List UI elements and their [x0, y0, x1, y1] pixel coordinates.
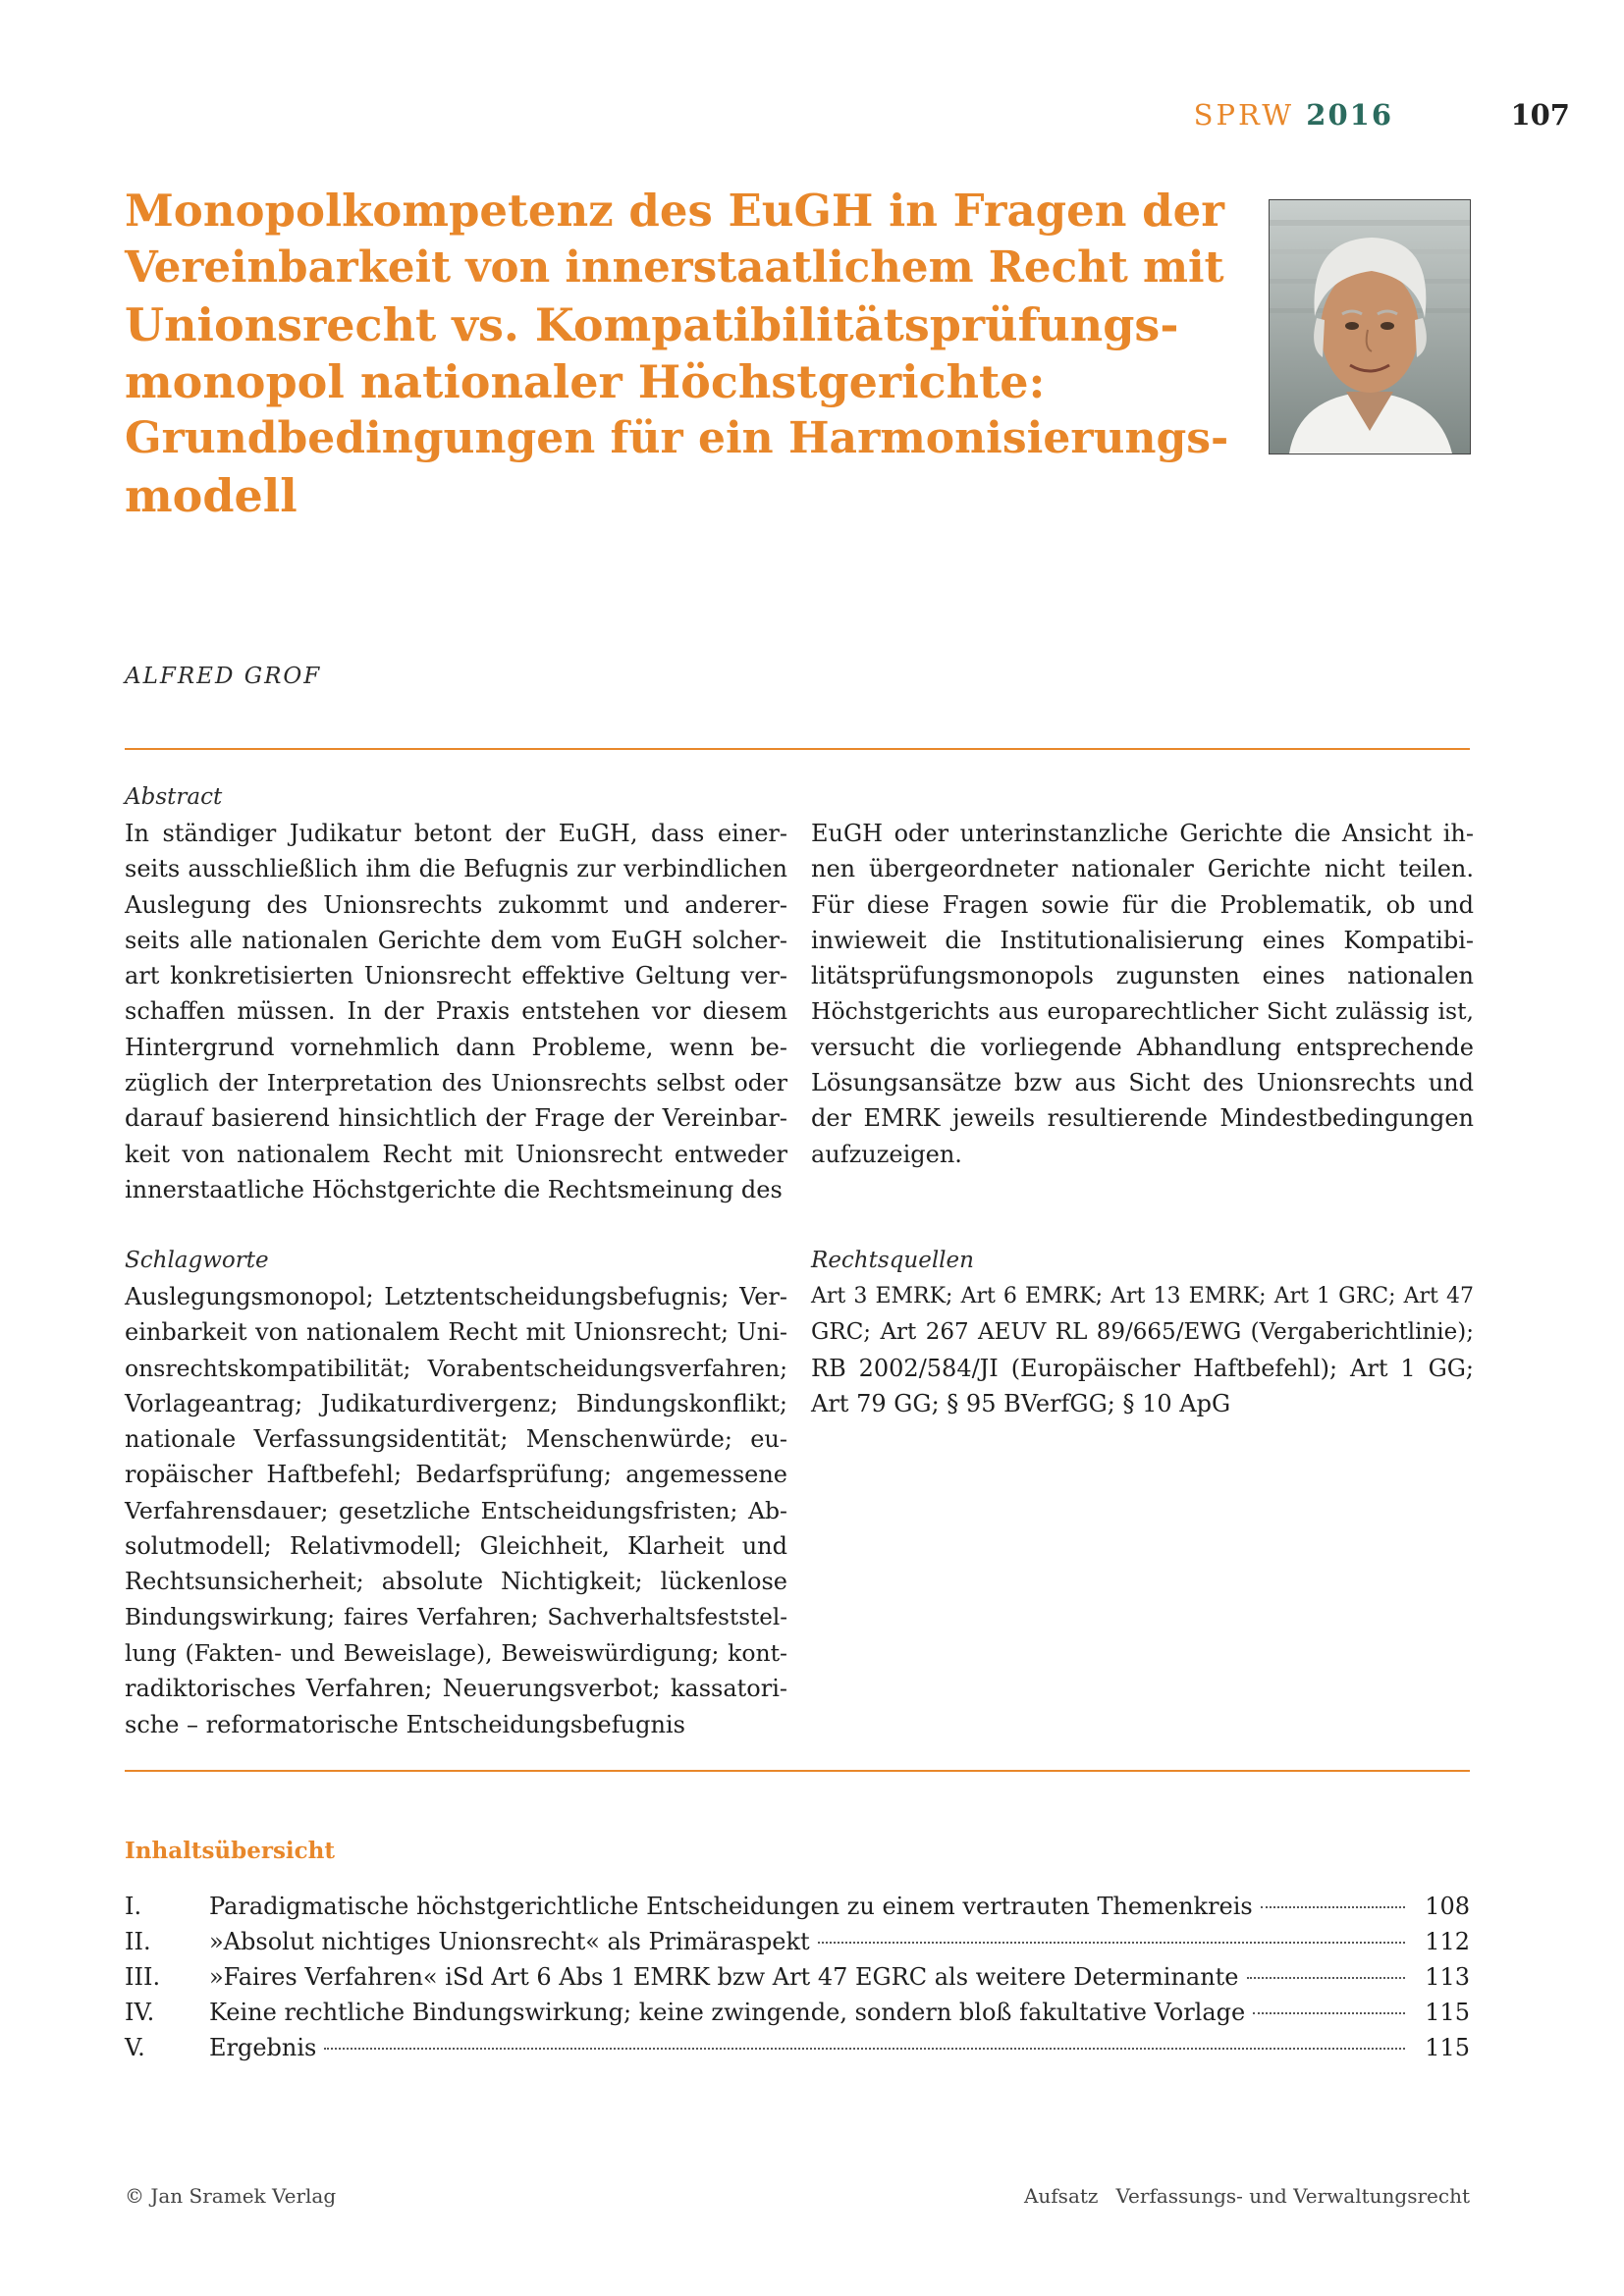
toc-leader — [1253, 2012, 1405, 2014]
toc-entry[interactable] — [125, 2034, 1470, 2069]
text-line: versucht die vorliegende Abhandlung entsprechende — [811, 1033, 1474, 1061]
toc-leader — [324, 2048, 1405, 2050]
title-line: Grundbedingungen für ein Harmonisierungs- — [125, 413, 1229, 463]
title-line: modell — [125, 469, 298, 522]
text-line: Für diese Fragen sowie für die Problematik, ob und — [811, 890, 1474, 919]
footer-category: Verfassungs- und Verwaltungsrecht — [1115, 2184, 1470, 2208]
section-divider — [125, 1770, 1470, 1772]
text-line: Höchstgerichts aus europarechtlicher Sicht zulässig ist, — [811, 997, 1474, 1026]
toc-page: 115 — [1425, 2034, 1470, 2061]
text-line: Vorlageantrag; Judikaturdivergenz; Bindungskonflikt; — [125, 1389, 787, 1417]
section-divider — [125, 748, 1470, 750]
toc-entry[interactable] — [125, 1928, 1470, 1963]
footer-section-info — [1024, 2184, 1470, 2208]
text-line: nationale Verfassungsidentität; Menschenwürde; eu- — [125, 1425, 787, 1454]
text-line: seits ausschließlich ihm die Befugnis zur verbindlichen — [125, 855, 787, 883]
sources-column — [811, 1279, 1474, 1421]
text-line: nen übergeordneter nationaler Gerichte nicht teilen. — [811, 855, 1474, 883]
toc-number: IV. — [125, 1999, 155, 2026]
toc-number: V. — [125, 2034, 145, 2061]
text-line: Bindungswirkung; faires Verfahren; Sachverhaltsfeststel- — [125, 1604, 787, 1630]
text-line: onsrechtskompatibilität; Vorabentscheidungsverfahren; — [125, 1354, 787, 1382]
text-line: art konkretisierten Unionsrecht effektive Geltung ver- — [125, 962, 787, 990]
text-line: Art 3 EMRK; Art 6 EMRK; Art 13 EMRK; Art 1 GRC; Art 47 — [811, 1284, 1474, 1308]
footer-publisher: © Jan Sramek Verlag — [125, 2184, 337, 2208]
toc-text: Ergebnis — [209, 2034, 317, 2061]
abstract-label: Abstract — [125, 784, 223, 810]
text-line: Auslegungsmonopol; Letztentscheidungsbefugnis; Ver- — [125, 1283, 787, 1310]
toc-title: Inhaltsübersicht — [125, 1838, 336, 1864]
toc-page: 113 — [1425, 1963, 1470, 1991]
toc-leader — [1261, 1906, 1405, 1908]
text-line: darauf basierend hinsichtlich der Frage der Vereinbar- — [125, 1104, 787, 1133]
author-photo — [1269, 199, 1471, 454]
abstract-right-column — [811, 816, 1474, 1172]
text-line: seits alle nationalen Gerichte dem vom EuGH solcher- — [125, 926, 787, 954]
journal-header — [1194, 98, 1393, 132]
text-line: Art 79 GG; § 95 BVerfGG; § 10 ApG — [811, 1389, 1231, 1417]
toc-text: Paradigmatische höchstgerichtliche Entscheidungen zu einem vertrauten Themenkreis — [209, 1893, 1253, 1920]
text-line: einbarkeit von nationalem Recht mit Unionsrecht; Uni- — [125, 1318, 787, 1347]
toc-text: »Faires Verfahren« iSd Art 6 Abs 1 EMRK bzw Art 47 EGRC als weitere Determinante — [209, 1963, 1239, 1991]
text-line: aufzuzeigen. — [811, 1140, 962, 1168]
text-line: keit von nationalem Recht mit Unionsrecht entweder — [125, 1140, 787, 1168]
text-line: Rechtsunsicherheit; absolute Nichtigkeit; lückenlose — [125, 1568, 787, 1596]
text-line: schaffen müssen. In der Praxis entstehen vor diesem — [125, 997, 787, 1026]
sources-label: Rechtsquellen — [811, 1248, 974, 1273]
text-line: Lösungsansätze bzw aus Sicht des Unionsrechts und — [811, 1069, 1474, 1097]
text-line: solutmodell; Relativmodell; Gleichheit, Klarheit und — [125, 1532, 787, 1561]
toc-number: II. — [125, 1928, 151, 1955]
toc-text: »Absolut nichtiges Unionsrecht« als Primäraspekt — [209, 1928, 810, 1955]
toc-leader — [1247, 1977, 1405, 1979]
text-line: ropäischer Haftbefehl; Bedarfsprüfung; angemessene — [125, 1461, 787, 1489]
page-number: 107 — [1510, 98, 1570, 132]
footer-section: Aufsatz — [1023, 2184, 1099, 2208]
text-line: inwieweit die Institutionalisierung eines Kompatibi- — [811, 926, 1474, 954]
text-line: Auslegung des Unionsrechts zukommt und anderer- — [125, 890, 787, 919]
abstract-left-column — [125, 816, 787, 1207]
article-title — [125, 183, 1234, 524]
text-line: GRC; Art 267 AEUV RL 89/665/EWG (Vergaberichtlinie); — [811, 1319, 1474, 1346]
journal-name: SPRW — [1193, 98, 1295, 132]
title-line: Monopolkompetenz des EuGH in Fragen der — [125, 185, 1224, 237]
toc-page: 112 — [1425, 1928, 1470, 1955]
text-line: EuGH oder unterinstanzliche Gerichte die Ansicht ih- — [811, 820, 1474, 847]
toc-number: I. — [125, 1893, 142, 1920]
toc-entry[interactable] — [125, 1963, 1470, 1999]
toc-page: 115 — [1425, 1999, 1470, 2026]
text-line: Hintergrund vornehmlich dann Probleme, wenn be- — [125, 1033, 787, 1061]
title-line: Unionsrecht vs. Kompatibilitätsprüfungs- — [125, 298, 1179, 351]
text-line: innerstaatliche Höchstgerichte die Rechtsmeinung des — [125, 1175, 783, 1203]
text-line: litätsprüfungsmonopols zugunsten eines nationalen — [811, 962, 1474, 990]
title-line: monopol nationaler Höchstgerichte: — [125, 355, 1046, 408]
toc-entry[interactable] — [125, 1893, 1470, 1928]
journal-year: 2016 — [1306, 98, 1393, 132]
keywords-label: Schlagworte — [125, 1248, 269, 1273]
text-line: Verfahrensdauer; gesetzliche Entscheidungsfristen; Ab- — [125, 1496, 787, 1524]
text-line: sche – reformatorische Entscheidungsbefugnis — [125, 1710, 685, 1738]
toc-page: 108 — [1425, 1893, 1470, 1920]
text-line: In ständiger Judikatur betont der EuGH, dass einer- — [125, 820, 787, 847]
toc-text: Keine rechtliche Bindungswirkung; keine zwingende, sondern bloß fakultative Vorlage — [209, 1999, 1246, 2026]
title-line: Vereinbarkeit von innerstaatlichem Recht mit — [125, 242, 1224, 293]
toc-number: III. — [125, 1963, 161, 1991]
toc-leader — [818, 1942, 1405, 1944]
text-line: lung (Fakten- und Beweislage), Beweiswürdigung; kont- — [125, 1638, 787, 1667]
keywords-column — [125, 1279, 787, 1742]
text-line: RB 2002/584/JI (Europäischer Haftbefehl); Art 1 GG; — [811, 1354, 1474, 1382]
text-line: züglich der Interpretation des Unionsrechts selbst oder — [125, 1069, 787, 1097]
text-line: radiktorisches Verfahren; Neuerungsverbot; kassatori- — [125, 1675, 787, 1703]
author-name: ALFRED GROF — [125, 664, 322, 689]
portrait-illustration — [1270, 200, 1470, 454]
toc-entry[interactable] — [125, 1999, 1470, 2034]
text-line: der EMRK jeweils resultierende Mindestbedingungen — [811, 1104, 1474, 1133]
